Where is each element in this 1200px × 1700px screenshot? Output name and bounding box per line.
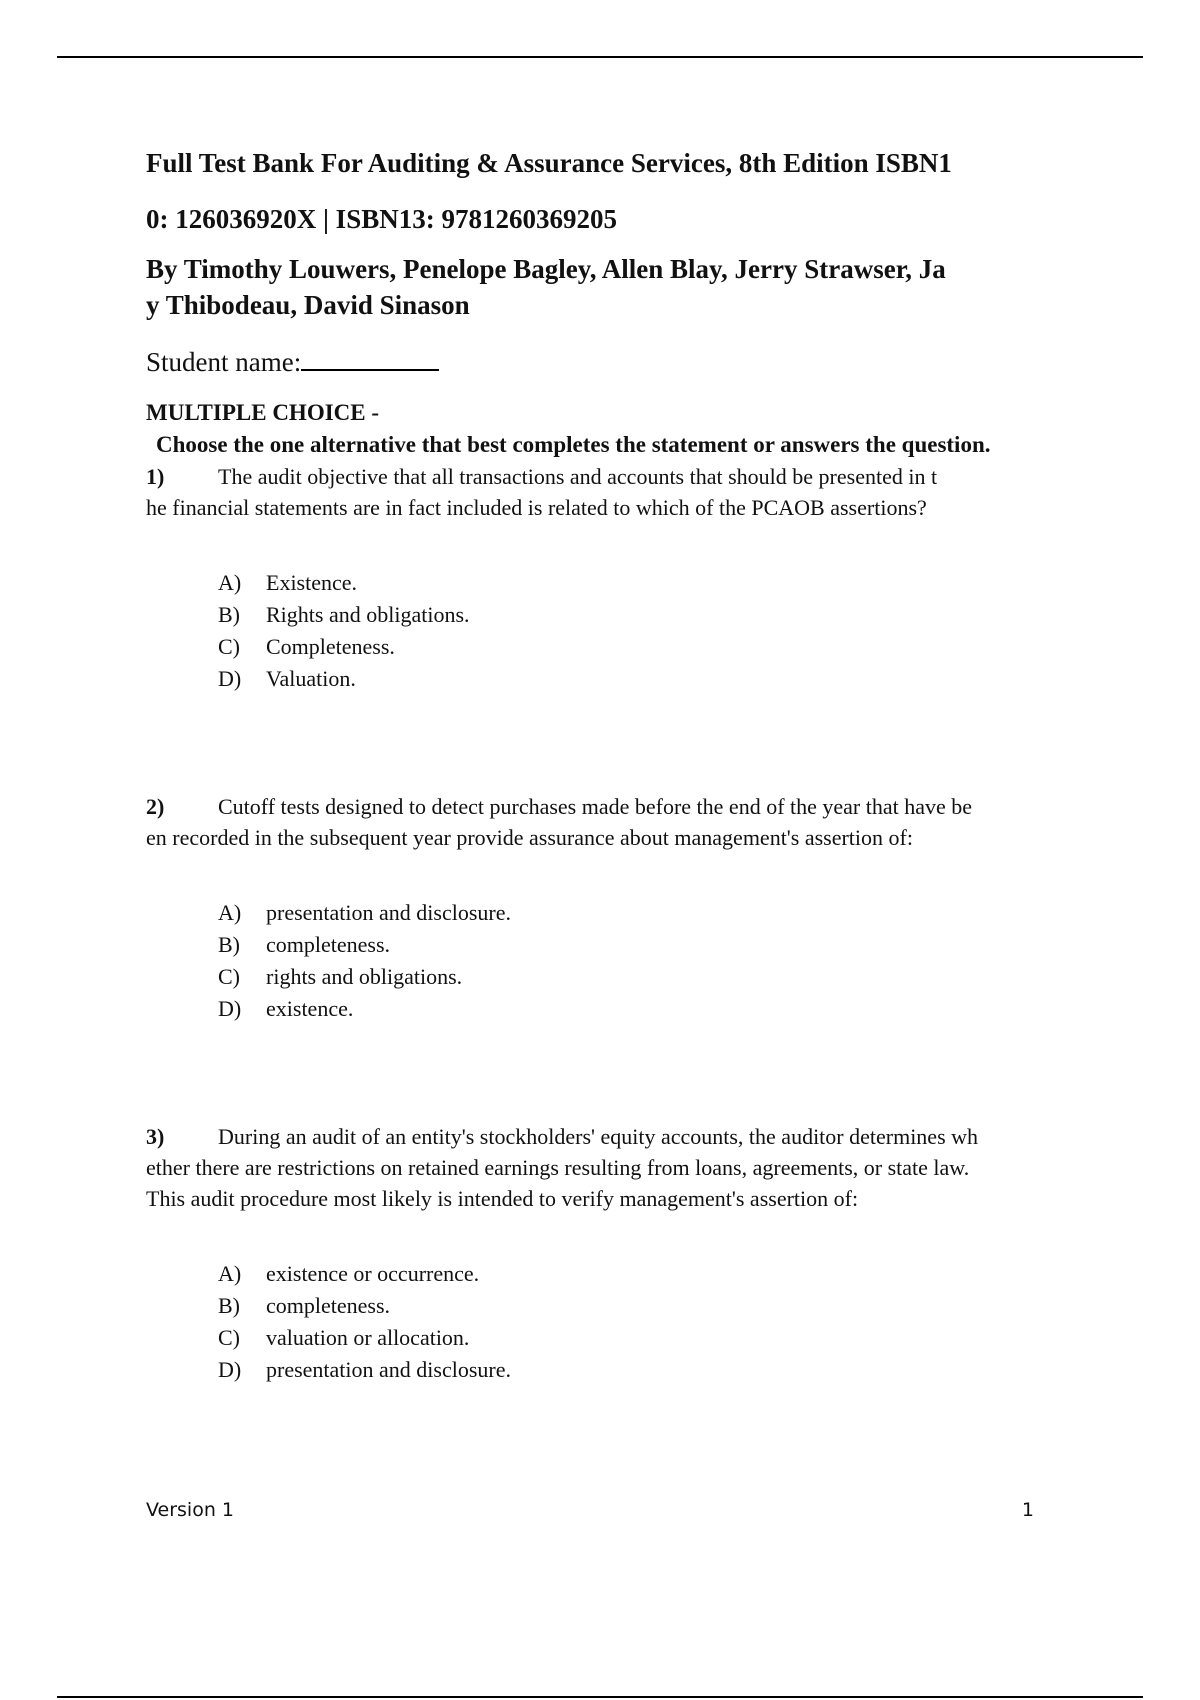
- version-label: Version 1: [146, 1499, 234, 1521]
- question-number: 2): [146, 794, 165, 819]
- choice-text: valuation or allocation.: [266, 1325, 470, 1350]
- question-number: 1): [146, 464, 165, 489]
- choice-letter: C): [218, 634, 240, 659]
- choice-letter: B): [218, 1293, 240, 1318]
- question-text: ether there are restrictions on retained earnings resulting from loans, agreements, or state law.: [146, 1155, 970, 1180]
- answer-choice: [218, 599, 1086, 631]
- answer-choice: [218, 1322, 1086, 1354]
- choice-text: Valuation.: [266, 666, 356, 691]
- choice-text: existence.: [266, 996, 354, 1021]
- question-text: During an audit of an entity's stockholders' equity accounts, the auditor determines wh: [218, 1124, 979, 1149]
- choice-letter: A): [218, 1261, 242, 1286]
- question-number: 3): [146, 1124, 165, 1149]
- choice-letter: A): [218, 900, 242, 925]
- choice-text: existence or occurrence.: [266, 1261, 480, 1286]
- choice-letter: C): [218, 964, 240, 989]
- choice-text: Completeness.: [266, 634, 395, 659]
- page-footer: [146, 1498, 1034, 1522]
- question-line: [146, 1121, 1086, 1152]
- choice-letter: B): [218, 602, 240, 627]
- question-line: [146, 791, 1086, 822]
- authors: [146, 251, 1086, 323]
- page-content: [146, 145, 1086, 1386]
- answer-choice: [218, 631, 1086, 663]
- document-title-line-2: 0: 126036920X | ISBN13: 9781260369205: [146, 204, 617, 234]
- answer-choice: [218, 993, 1086, 1025]
- question-text: en recorded in the subsequent year provide assurance about management's assertion of:: [146, 825, 913, 850]
- choice-letter: D): [218, 1357, 242, 1382]
- page-number: 1: [1021, 1499, 1034, 1521]
- answer-choices: [218, 897, 1086, 1025]
- choice-text: presentation and disclosure.: [266, 900, 511, 925]
- document-title-line-1: Full Test Bank For Auditing & Assurance Services, 8th Edition ISBN1: [146, 148, 952, 178]
- section-instructions: Choose the one alternative that best completes the statement or answers the question.: [156, 432, 991, 457]
- answer-choice: [218, 663, 1086, 695]
- authors-line-2: y Thibodeau, David Sinason: [146, 290, 470, 320]
- choice-letter: A): [218, 570, 242, 595]
- top-rule: [57, 56, 1143, 58]
- choice-text: presentation and disclosure.: [266, 1357, 511, 1382]
- question-2: [146, 791, 1086, 1025]
- choice-text: rights and obligations.: [266, 964, 463, 989]
- student-name-blank: [301, 343, 439, 371]
- question-line: [146, 461, 1086, 492]
- answer-choice: [218, 929, 1086, 961]
- choice-text: Existence.: [266, 570, 358, 595]
- answer-choice: [218, 961, 1086, 993]
- question-text: Cutoff tests designed to detect purchases made before the end of the year that have be: [218, 794, 973, 819]
- authors-line-1: By Timothy Louwers, Penelope Bagley, Allen Blay, Jerry Strawser, Ja: [146, 254, 946, 284]
- question-text: This audit procedure most likely is intended to verify management's assertion of:: [146, 1186, 859, 1211]
- choice-text: completeness.: [266, 1293, 391, 1318]
- answer-choices: [218, 567, 1086, 695]
- question-text: The audit objective that all transactions and accounts that should be presented in t: [218, 464, 938, 489]
- answer-choice: [218, 567, 1086, 599]
- choice-letter: B): [218, 932, 240, 957]
- answer-choice: [218, 1258, 1086, 1290]
- choice-text: Rights and obligations.: [266, 602, 470, 627]
- student-name-row: [146, 343, 1086, 379]
- answer-choice: [218, 897, 1086, 929]
- answer-choices: [218, 1258, 1086, 1386]
- student-name-label: Student name:: [146, 347, 302, 377]
- choice-letter: D): [218, 996, 242, 1021]
- answer-choice: [218, 1354, 1086, 1386]
- choice-letter: C): [218, 1325, 240, 1350]
- section-heading: MULTIPLE CHOICE -: [146, 400, 380, 425]
- choice-text: completeness.: [266, 932, 391, 957]
- question-1: [146, 461, 1086, 695]
- bottom-rule: [57, 1696, 1143, 1698]
- question-text: he financial statements are in fact included is related to which of the PCAOB assertions?: [146, 495, 927, 520]
- choice-letter: D): [218, 666, 242, 691]
- answer-choice: [218, 1290, 1086, 1322]
- question-3: [146, 1121, 1086, 1386]
